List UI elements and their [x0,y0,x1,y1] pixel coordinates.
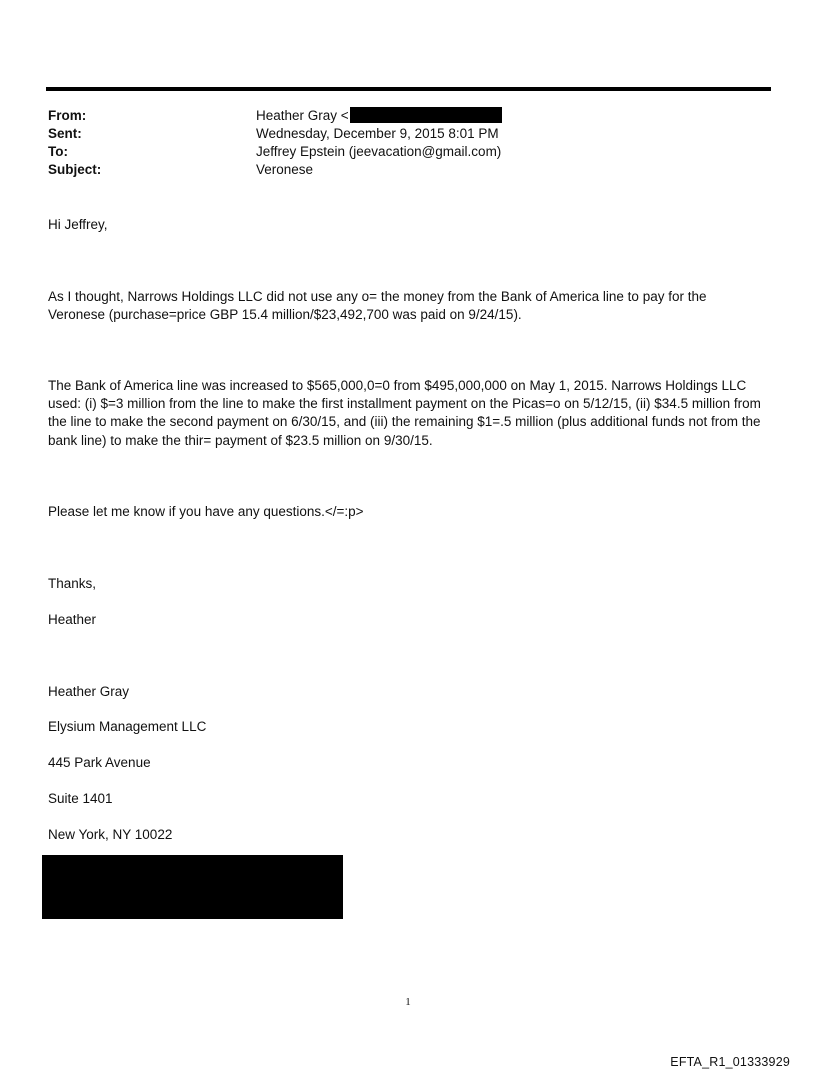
email-header [48,107,748,179]
signature-company: Elysium Management LLC [48,719,207,734]
from-label: From: [48,108,87,123]
signature-address-2: Suite 1401 [48,791,113,806]
redaction-block [42,855,343,919]
sign-off-name: Heather [48,612,97,627]
document-id: EFTA_R1_01333929 [670,1055,790,1069]
body-paragraph-3: Please let me know if you have any questions.</=:p> [48,504,364,519]
sent-label: Sent: [48,126,82,141]
signature-address-1: 445 Park Avenue [48,755,151,770]
header-divider [46,87,771,91]
body-paragraph-1: As I thought, Narrows Holdings LLC did not use any o= the money from the Bank of America line to pay for the Veronese (purchase=price GBP 15.4 million/$23,492,700 was paid on 9/24/15). [48,289,707,323]
subject-value: Veronese [256,162,314,177]
subject-row [48,161,748,179]
redaction-sender-email [350,107,502,123]
subject-label: Subject: [48,162,102,177]
closing: Thanks, [48,576,97,591]
to-row [48,143,748,161]
page-number: 1 [405,996,411,1008]
to-label: To: [48,144,68,159]
body-paragraph-2: The Bank of America line was increased to $565,000,0=0 from $495,000,000 on May 1, 2015. Narrows Holdings LLC used: (i) $=3 million from the line to make the first installment payment on the Picas=o on 5/12/15, (ii) $34.5 million from the line to make the second payment on 6/30/15, and (iii) the remaining $1=.5 million (plus additional funds not from the bank line) to make the thir= payment of $23.5 million on 9/30/15. [48,378,761,448]
sent-value: Wednesday, December 9, 2015 8:01 PM [256,126,499,141]
sent-row [48,125,748,143]
to-value: Jeffrey Epstein (jeevacation@gmail.com) [256,144,502,159]
from-value [256,107,748,125]
signature-name: Heather Gray [48,684,130,699]
from-row [48,107,748,125]
signature-city: New York, NY 10022 [48,827,173,842]
greeting: Hi Jeffrey, [48,217,108,232]
sender-name: Heather Gray < [256,108,349,123]
